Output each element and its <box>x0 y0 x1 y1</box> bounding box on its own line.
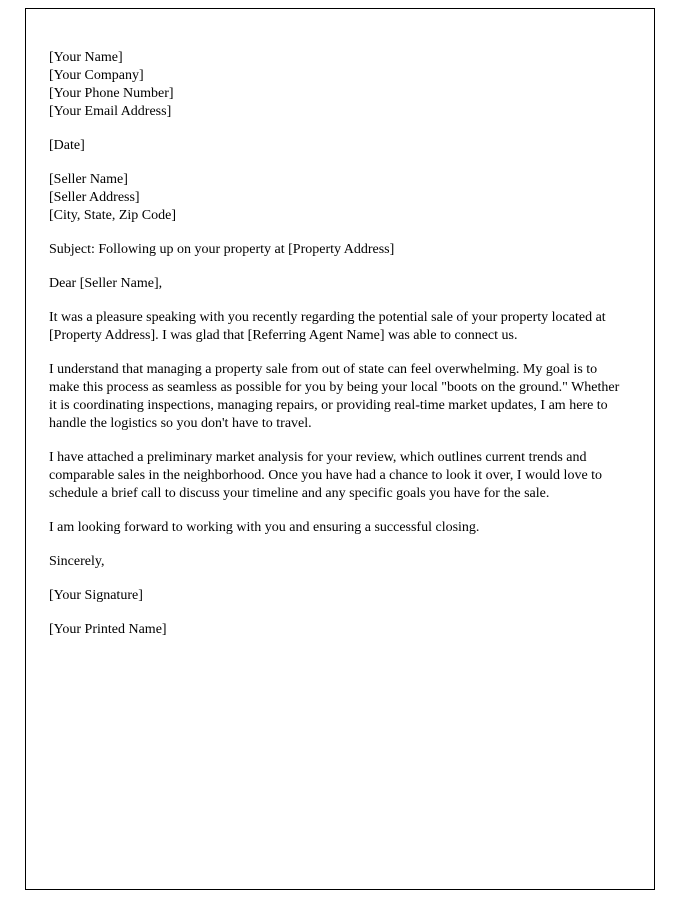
sender-company: [Your Company] <box>49 68 144 83</box>
signature-placeholder: [Your Signature] <box>49 588 143 603</box>
date-line: [Date] <box>49 138 85 153</box>
body-paragraph-4: I am looking forward to working with you and ensuring a successful closing. <box>49 520 480 535</box>
salutation: Dear [Seller Name], <box>49 276 163 291</box>
body-paragraph-3: I have attached a preliminary market analysis for your review, which outlines current trends and comparable sales in the neighborhood. Once you have had a chance to look it over, I would love to schedule a brief call to discuss your timeline and any specific goals you have for the sale. <box>49 450 603 501</box>
letter-content <box>26 9 654 639</box>
sender-phone: [Your Phone Number] <box>49 86 174 101</box>
closing: Sincerely, <box>49 554 105 569</box>
recipient-address: [Seller Address] <box>49 190 140 205</box>
letter-page <box>25 8 655 890</box>
printed-name-placeholder: [Your Printed Name] <box>49 622 167 637</box>
sender-email: [Your Email Address] <box>49 104 172 119</box>
body-paragraph-2: I understand that managing a property sale from out of state can feel overwhelming. My goal is to make this process as seamless as possible for you by being your local "boots on the ground." Whether it is coordinating inspections, managing repairs, or providing real-time market updates, I am here to handle the logistics so you don't have to travel. <box>49 362 620 431</box>
recipient-name: [Seller Name] <box>49 172 128 187</box>
sender-name: [Your Name] <box>49 50 123 65</box>
subject-line: Subject: Following up on your property at [Property Address] <box>49 242 395 257</box>
recipient-city-state-zip: [City, State, Zip Code] <box>49 208 177 223</box>
sender-block <box>49 49 630 121</box>
body-paragraph-1: It was a pleasure speaking with you recently regarding the potential sale of your property located at [Property Address]. I was glad that [Referring Agent Name] was able to connect us. <box>49 310 606 343</box>
recipient-block <box>49 171 630 225</box>
